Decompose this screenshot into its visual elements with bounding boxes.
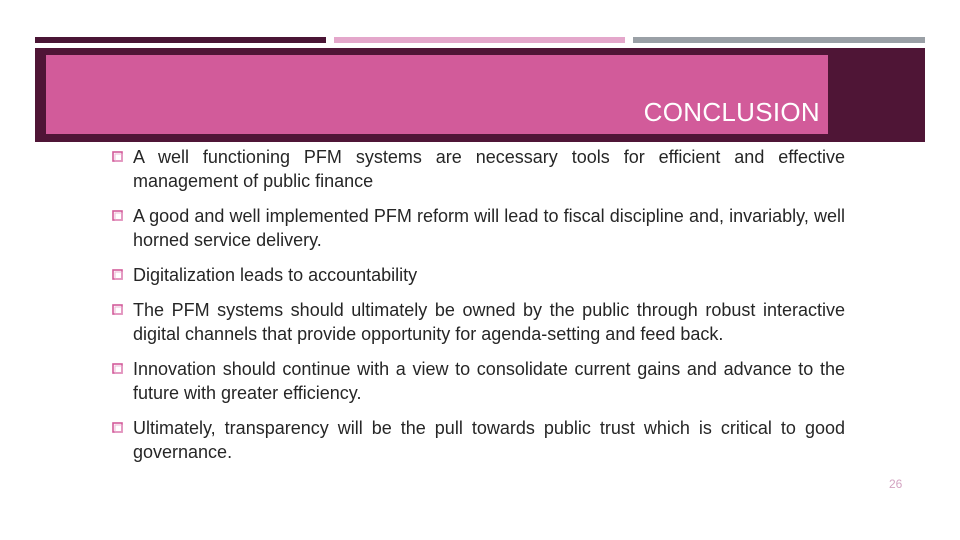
bullet-text: A well functioning PFM systems are necessary tools for efficient and effective management of public finance	[133, 147, 845, 191]
bullet-text: Innovation should continue with a view to consolidate current gains and advance to the future with greater efficiency.	[133, 359, 845, 403]
bullet-text: The PFM systems should ultimately be owned by the public through robust interactive digital channels that provide opportunity for agenda-setting and feed back.	[133, 300, 845, 344]
bullet-item	[112, 204, 845, 252]
page-number: 26	[889, 477, 903, 491]
bullet-item	[112, 145, 845, 193]
bullet-item	[112, 357, 845, 405]
top-stripe-gray	[633, 37, 925, 43]
bullet-item	[112, 298, 845, 346]
title-box	[46, 55, 828, 134]
bullet-list	[112, 145, 845, 464]
bullet-item	[112, 263, 845, 287]
bullet-text: Ultimately, transparency will be the pull towards public trust which is critical to good governance.	[133, 418, 845, 462]
square-outline-icon	[112, 151, 123, 162]
slide-title: CONCLUSION	[643, 97, 820, 127]
bullet-text: A good and well implemented PFM reform will lead to fiscal discipline and, invariably, well horned service delivery.	[133, 206, 845, 250]
square-outline-icon	[112, 269, 123, 280]
square-outline-icon	[112, 422, 123, 433]
square-outline-icon	[112, 363, 123, 374]
bullet-text: Digitalization leads to accountability	[133, 265, 418, 285]
top-stripe-dark	[35, 37, 326, 43]
bullet-item	[112, 416, 845, 464]
square-outline-icon	[112, 210, 123, 221]
top-stripe-pink	[334, 37, 625, 43]
square-outline-icon	[112, 304, 123, 315]
